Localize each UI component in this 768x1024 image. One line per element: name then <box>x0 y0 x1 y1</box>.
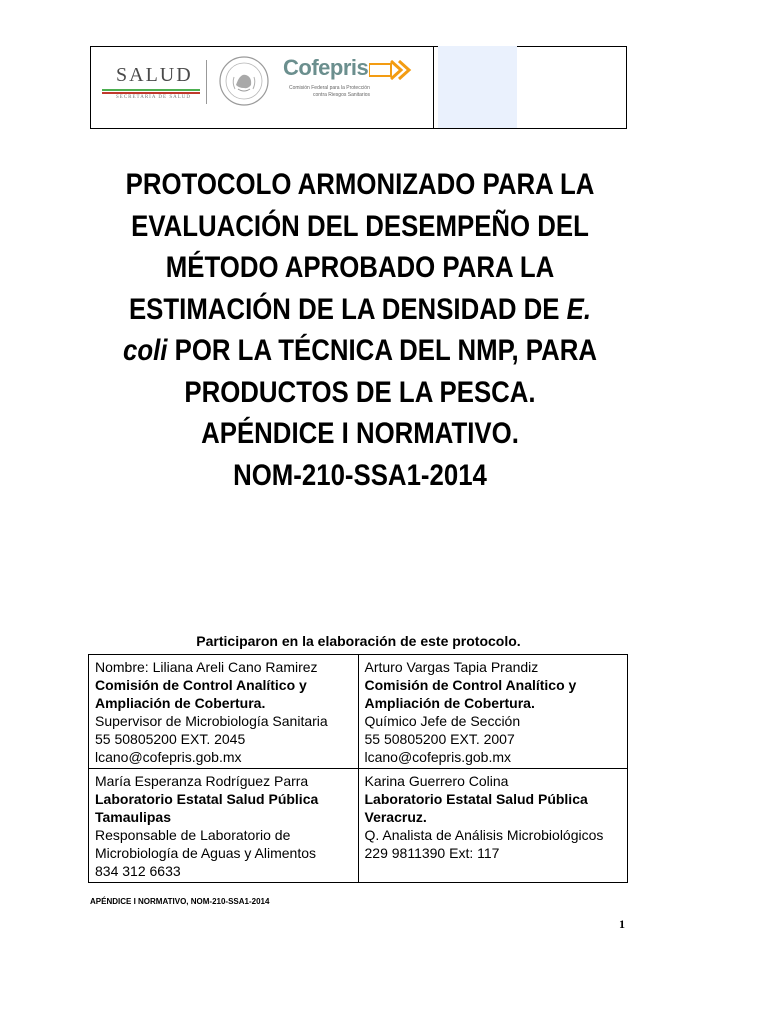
participant-role: Q. Analista de Análisis Microbiológicos <box>364 827 604 843</box>
header-divider <box>433 46 434 129</box>
participant-phone: 55 50805200 EXT. 2007 <box>364 731 515 747</box>
salud-logo-red-line <box>102 92 200 94</box>
participant-phone: 55 50805200 EXT. 2045 <box>95 731 246 747</box>
title-text: ESTIMACIÓN DE LA DENSIDAD DE <box>128 292 567 326</box>
participant-cell <box>89 655 359 769</box>
participant-cell <box>358 655 628 769</box>
title-italic-text: E. <box>566 292 592 326</box>
page-footer: APÉNDICE I NORMATIVO, NOM-210-SSA1-2014 <box>90 897 270 906</box>
participant-organization: Laboratorio Estatal Salud Pública Veracruz. <box>364 791 588 825</box>
participant-name: María Esperanza Rodríguez Parra <box>95 773 309 789</box>
salud-logo <box>102 58 200 102</box>
cofepris-logo <box>283 55 423 107</box>
document-title <box>102 164 618 496</box>
participants-table <box>88 654 628 883</box>
participants-heading: Participaron en la elaboración de este protocolo. <box>196 633 521 649</box>
participant-phone: 834 312 6633 <box>95 863 181 879</box>
title-line <box>102 330 618 372</box>
cofepris-arrows-icon <box>369 60 417 80</box>
title-line: MÉTODO APROBADO PARA LA <box>165 251 555 284</box>
participant-role: Supervisor de Microbiología Sanitaria <box>95 713 328 729</box>
participant-role: Responsable de Laboratorio de Microbiología de Aguas y Alimentos <box>95 827 317 861</box>
participant-email: lcano@cofepris.gob.mx <box>364 749 512 765</box>
salud-logo-subtext: SECRETARÍA DE SALUD <box>116 95 191 100</box>
title-line: APÉNDICE I NORMATIVO. <box>201 417 519 450</box>
participant-name: Nombre: Liliana Areli Cano Ramirez <box>95 659 318 675</box>
title-italic-text: coli <box>122 334 168 367</box>
salud-logo-text: SALUD <box>116 64 193 86</box>
participant-cell <box>358 769 628 883</box>
participant-organization: Comisión de Control Analítico y Ampliación de Cobertura. <box>364 677 577 711</box>
mexico-seal-icon <box>218 55 270 107</box>
cofepris-subtitle-line2: contra Riesgos Sanitarios <box>313 92 370 98</box>
header-blue-panel <box>438 46 517 128</box>
title-line <box>102 289 618 331</box>
participant-organization: Comisión de Control Analítico y Ampliación de Cobertura. <box>95 677 307 711</box>
participant-cell <box>89 769 359 883</box>
table-row <box>89 769 628 883</box>
title-line: NOM-210-SSA1-2014 <box>233 458 487 492</box>
page-number: 1 <box>619 917 625 931</box>
cofepris-logo-text: Cofepris <box>283 55 369 80</box>
cofepris-subtitle-line1: Comisión Federal para la Protección <box>289 85 370 91</box>
title-text: POR LA TÉCNICA DEL NMP, PARA <box>167 334 597 367</box>
participant-organization: Laboratorio Estatal Salud Pública Tamaulipas <box>95 791 319 825</box>
title-line: PRODUCTOS DE LA PESCA. <box>184 375 536 409</box>
participant-name: Karina Guerrero Colina <box>364 773 509 789</box>
title-line: PROTOCOLO ARMONIZADO PARA LA <box>125 168 595 201</box>
participant-email: lcano@cofepris.gob.mx <box>95 749 242 765</box>
participant-role: Químico Jefe de Sección <box>364 713 521 729</box>
table-row <box>89 655 628 769</box>
salud-logo-green-line <box>102 89 200 91</box>
title-line: EVALUACIÓN DEL DESEMPEÑO DEL <box>131 209 589 243</box>
participant-name: Arturo Vargas Tapia Prandiz <box>364 659 539 675</box>
participant-phone: 229 9811390 Ext: 117 <box>364 845 500 861</box>
logo-separator <box>206 60 207 104</box>
